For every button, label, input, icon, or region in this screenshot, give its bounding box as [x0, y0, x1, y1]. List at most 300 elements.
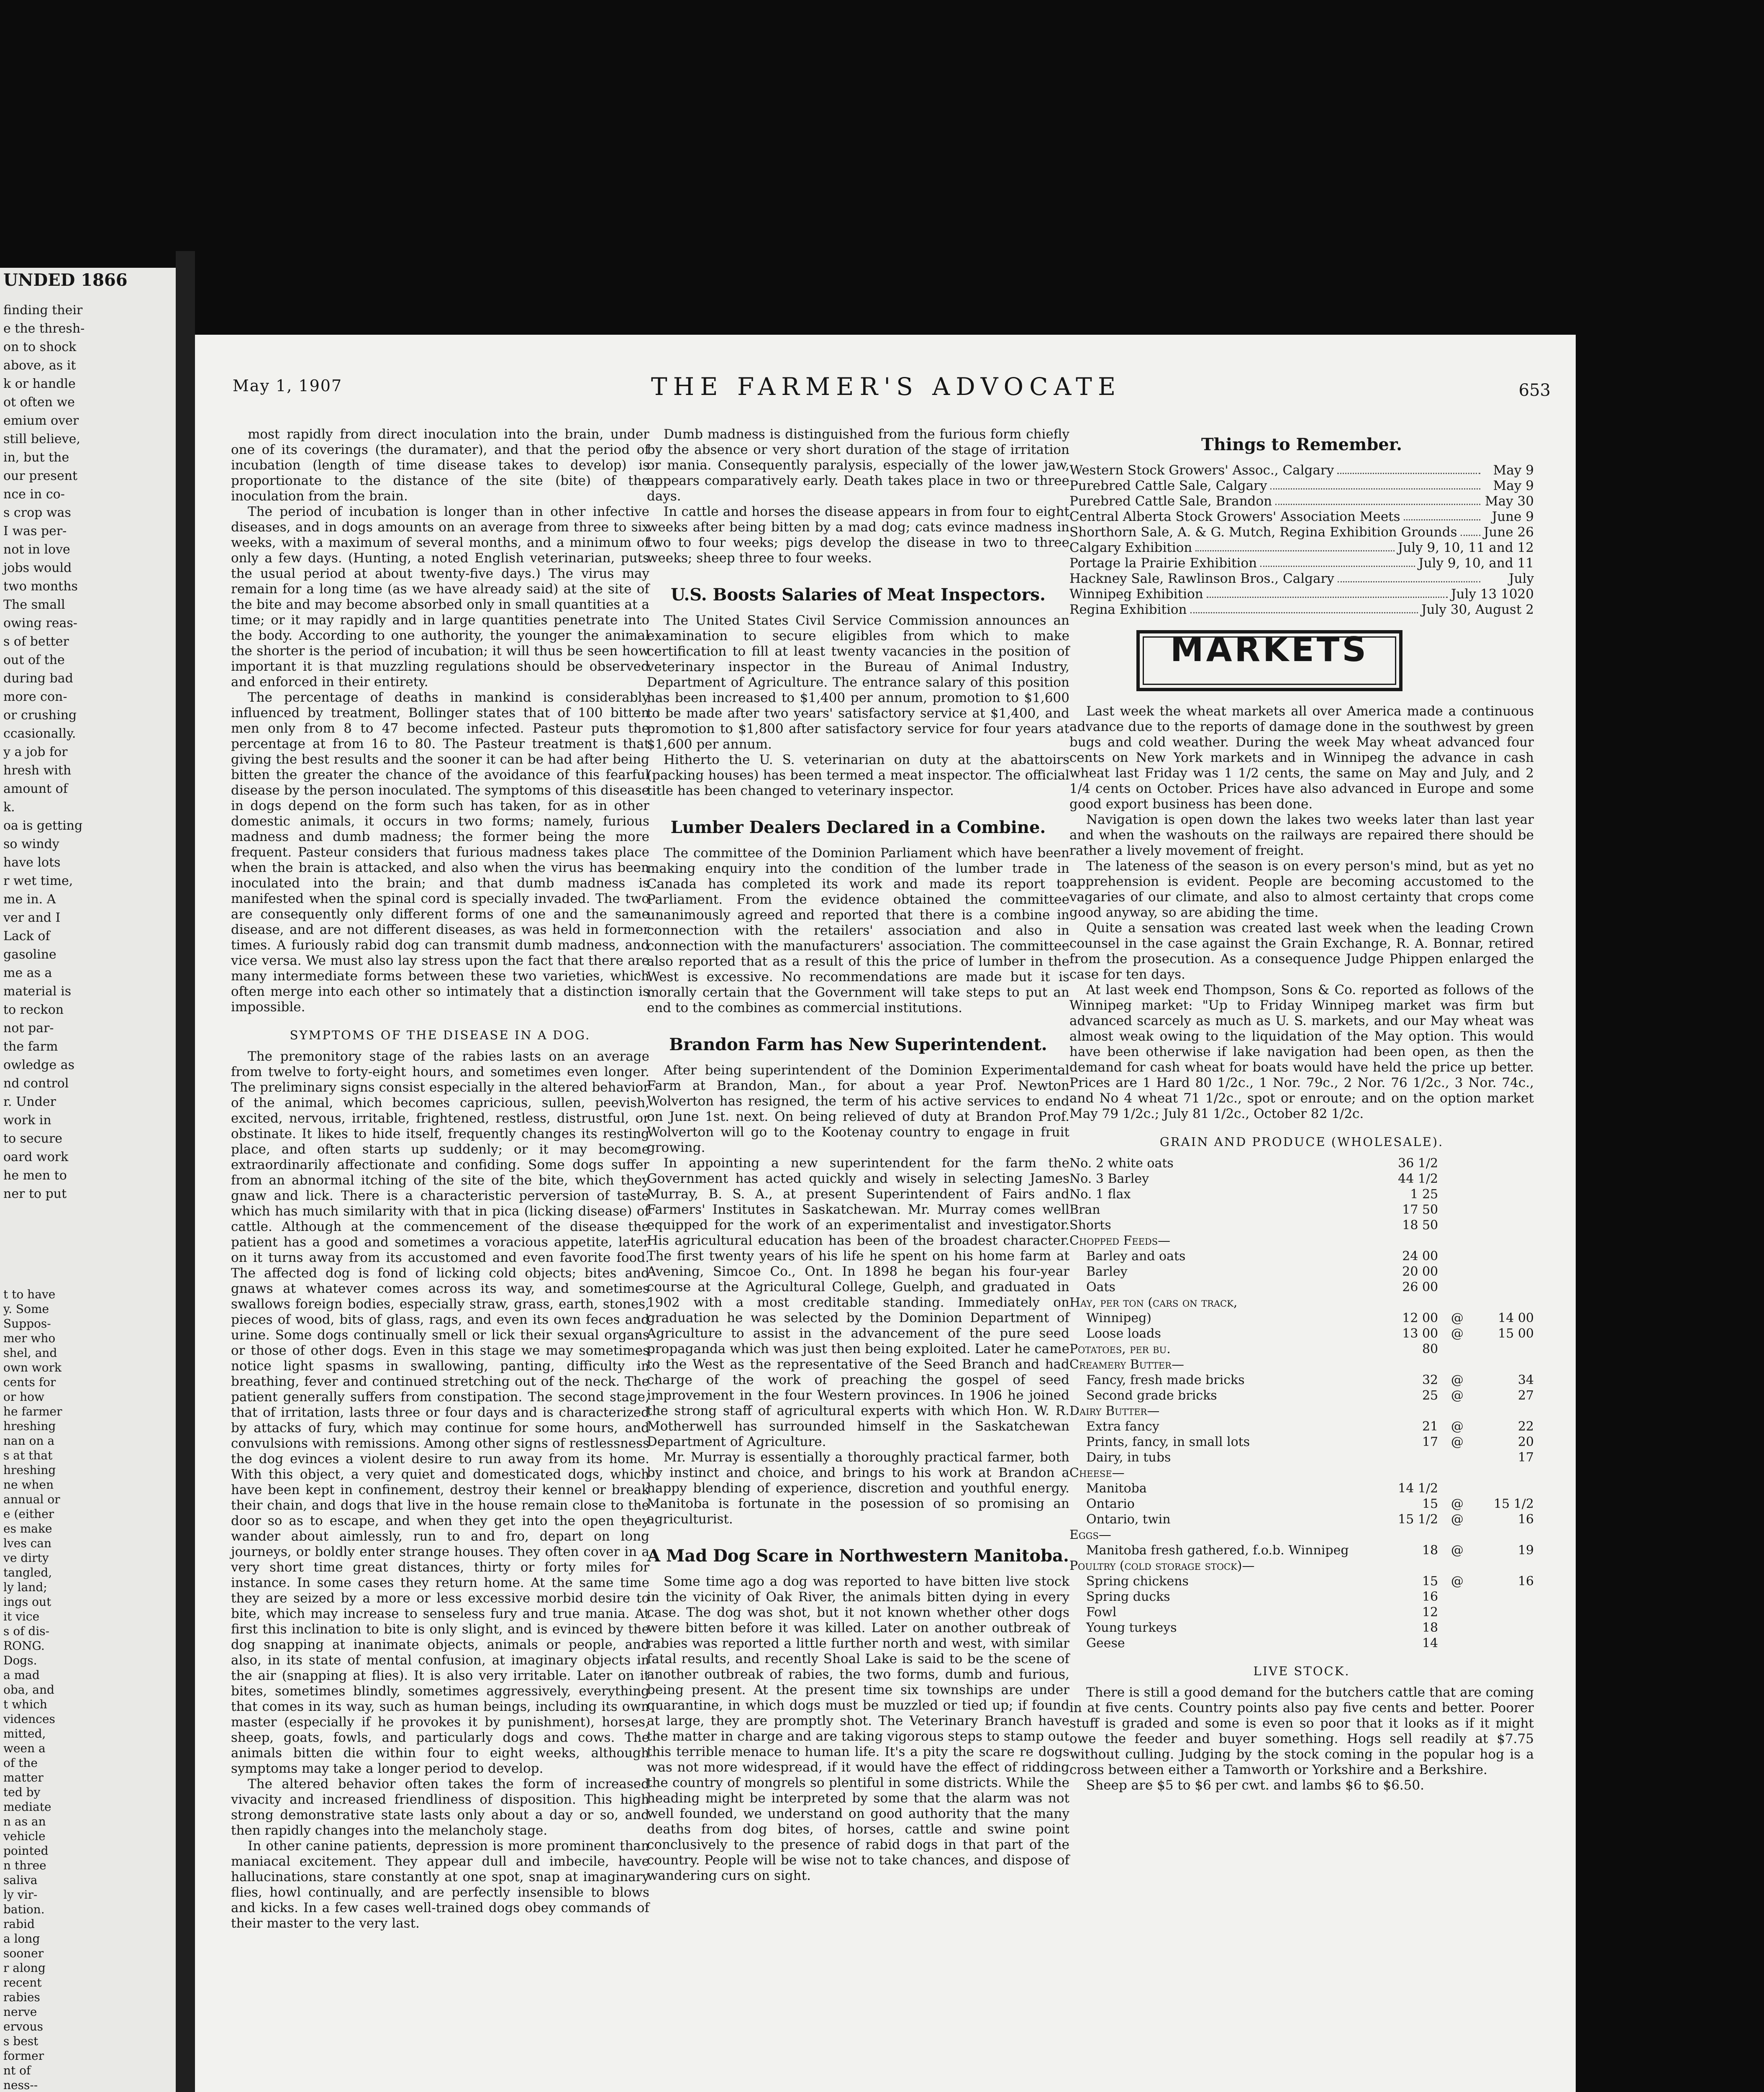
issue-date: May 1, 1907 [233, 377, 343, 395]
price-cell-lab: Dairy, in tubs [1086, 1450, 1171, 1465]
price-cell-p1: 20 00 [1402, 1264, 1438, 1279]
paragraph: Mr. Murray is essentially a thoroughly practical farmer, both by instinct and choice, and brings to his work at Brandon a happy blending of experience, discretion and youthful energy. Manitoba is fortunate in the posession of so promising an agriculturist. [647, 1450, 1069, 1527]
price-row [1069, 1357, 1534, 1372]
price-cell-lab: Prints, fancy, in small lots [1086, 1435, 1250, 1449]
price-cell-p1: 15 [1422, 1497, 1438, 1511]
price-cell-at [1438, 1202, 1477, 1218]
price-cell-at [1438, 1620, 1477, 1636]
left-page-line: hreshing [3, 1463, 56, 1477]
price-cell-at [1438, 1527, 1477, 1543]
event-date: July 13 1020 [1451, 587, 1534, 602]
price-row [1069, 1218, 1534, 1233]
left-page-line: sooner [3, 1946, 44, 1960]
left-page-line: ver and I [3, 910, 61, 925]
event-date: May 9 [1493, 463, 1534, 478]
price-cell-lab: Ontario, twin [1086, 1512, 1171, 1527]
price-row [1069, 1496, 1534, 1512]
left-page-line: he farmer [3, 1405, 62, 1418]
paragraph: There is still a good demand for the butchers cattle that are coming in at five cents. Country points also pay five cents and better. Poorer stuff is graded and some is even so poor that it looks as if it might owe the feeder and buyer something. Hogs sell readily at $7.75 without culling. Judging by the stock coming in the popular hog is a cross between either a Tamworth or Yorkshire and a Berkshire. [1069, 1685, 1534, 1777]
price-cell-at [1438, 1558, 1477, 1574]
event-date: June 26 [1483, 525, 1534, 540]
left-page-line: me in. A [3, 892, 56, 907]
left-page-line: ervous [3, 2020, 44, 2033]
price-cell-p2 [1477, 1341, 1534, 1357]
left-page-line: more con- [3, 690, 67, 704]
price-cell-p1 [1385, 1357, 1438, 1372]
price-cell-at: @ [1451, 1419, 1464, 1434]
left-page-line: a long [3, 1932, 40, 1946]
price-row [1069, 1558, 1534, 1574]
rabies-article-part1 [231, 427, 649, 1015]
price-table [1069, 1156, 1534, 1651]
left-page-line: n as an [3, 1815, 46, 1828]
price-cell-at [1438, 1605, 1477, 1620]
meat-inspectors-headline: U.S. Boosts Salaries of Meat Inspectors. [671, 585, 1046, 605]
dot-leader [1275, 494, 1480, 505]
left-page-line: tangled, [3, 1566, 52, 1579]
masthead-title: THE FARMER'S ADVOCATE [651, 372, 1122, 401]
left-page-line: owing reas- [3, 616, 77, 631]
event-date: July 30, August 2 [1421, 602, 1534, 617]
left-page-line: nce in co- [3, 487, 65, 502]
price-row [1069, 1295, 1534, 1310]
price-row [1069, 1419, 1534, 1434]
left-page-line: so windy [3, 837, 59, 851]
price-row [1069, 1264, 1534, 1279]
left-page-line: in, but the [3, 450, 69, 465]
event-row [1069, 556, 1534, 571]
left-page-line: vehicle [3, 1829, 46, 1843]
paragraph: The altered behavior often takes the form of increased vivacity and increased friendliness of disposition. This high strong demonstrative state lasts only about a day or so, and then rapidly changes into the melancholy stage. [231, 1777, 649, 1838]
left-page-line: former [3, 2049, 44, 2063]
dot-leader [1270, 478, 1480, 490]
left-page-line: mer who [3, 1331, 56, 1345]
left-page-line: oa is getting [3, 818, 83, 833]
price-cell-at [1438, 1450, 1477, 1465]
brandon-farm-headline: Brandon Farm has New Superintendent. [669, 1035, 1047, 1054]
price-cell-p2 [1477, 1156, 1534, 1171]
price-cell-p2 [1477, 1465, 1534, 1481]
left-page-line: oard work [3, 1150, 69, 1164]
price-cell-p2: 16 [1518, 1574, 1534, 1589]
price-row [1069, 1233, 1534, 1249]
price-row [1069, 1171, 1534, 1187]
left-page-line: ted by [3, 1785, 41, 1799]
event-name: Purebred Cattle Sale, Brandon [1069, 494, 1272, 509]
price-row [1069, 1589, 1534, 1605]
price-cell-p2 [1477, 1249, 1534, 1264]
left-page-line: k. [3, 800, 15, 815]
price-cell-p1: 16 [1422, 1590, 1438, 1604]
left-page-line: rabies [3, 1990, 40, 2004]
left-page-line: vidences [3, 1712, 55, 1726]
price-cell-p1: 26 00 [1402, 1280, 1438, 1295]
paragraph: Dumb madness is distinguished from the furious form chiefly by the absence or very short duration of the stage of irritation or mania. Consequently paralysis, especially of the lower jaw, appears comparatively early. Death takes place in two or three days. [647, 427, 1069, 504]
paragraph: The premonitory stage of the rabies lasts on an average from twelve to forty-eight hours, and sometimes even longer. The preliminary signs consist especially in the altered behavior of the animal, which becomes capricious, sullen, peevish, excited, nervous, irritable, frightened, restless, distrustful, or obstinate. It likes to hide itself, frequently changes its resting place, and often starts up suddenly; or it may become extraordinarily affectionate and confiding. Some dogs suffer from an abnormal itching of the site of the bite, which they gnaw and lick. There is a characteristic perversion of taste which has much similarity with that in pica (licking disease) of cattle. Although at the commencement of the disease the patient has a good and sometimes a voracious appetite, later on it turns away from its accustomed and even favorite food. The affected dog is fond of licking cold objects; bites and gnaws at whatever comes across its way, and sometimes swallows foreign bodies, especially straw, grass, earth, stones, pieces of wood, bits of glass, rags, and even its own feces and urine. Some dogs continually smell or lick their sexual organs or those of other dogs. Even in this stage we may sometimes notice light spasms in swallowing, panting, difficulty in breathing, fever and continued stretching out of the neck. The patient generally suffers from constipation. The second stage, that of irritation, lasts three or four days and is characterized by attacks of fury, which may continue for some hours, and convulsions with remissions. Among other signs of restlessness the dog evinces a violent desire to run away from its home. With this object, a very quiet and domesticated dogs, which have been kept in confinement, destroy their kennel or break their chain, and dogs that live in the house remain close to the door so as to escape, and when they get into the open they wander about aimlessly, run to and fro, depart on long journeys, or boldly enter strange houses. They often cover in a very short time great distances, thirty or forty miles for instance. In some cases they return home. At the same time they are seized by a more or less excessive morbid desire to bite, which may increase to senseless fury and true mania. At first this inclination to bite is only slight, and is evinced by the dog snapping at inanimate objects, animals or people, and also, in its state of mental confusion, at imaginary objects in the air (snapping at flies). It is also very irritable. Later on it bites, sometimes blindly, sometimes aggressively, everything that comes in its way, such as human beings, including its own master (especially if he provokes it by punishment), horses, sheep, goats, fowls, and particularly dogs and cows. The animals bitten die within four to eight weeks, although symptoms may take a longer period to develop. [231, 1049, 649, 1776]
price-cell-lab: Winnipeg) [1086, 1311, 1152, 1325]
price-row [1069, 1202, 1534, 1218]
left-page-line: r wet time, [3, 874, 73, 888]
left-page-line: or how [3, 1390, 44, 1404]
markets-title: MARKETS [1170, 630, 1369, 669]
price-cell-p1: 1 25 [1410, 1187, 1438, 1202]
price-cell-lab: Dairy Butter— [1069, 1404, 1160, 1418]
paragraph: After being superintendent of the Dominion Experimental Farm at Brandon, Man., for about a year Prof. Newton Wolverton has resigned, the term of his active services to end on June 1st. next. On being relieved of duty at Brandon Prof. Wolverton will go to the Kootenay country to engage in fruit growing. [647, 1063, 1069, 1155]
paragraph: Sheep are $5 to $6 per cwt. and lambs $6 to $6.50. [1086, 1778, 1425, 1793]
event-row [1069, 494, 1534, 509]
price-cell-p1 [1385, 1527, 1438, 1543]
left-page-line: s at that [3, 1449, 53, 1462]
price-row [1069, 1481, 1534, 1496]
price-cell-p2 [1477, 1264, 1534, 1279]
left-page-line: on to shock [3, 340, 77, 354]
left-page-line: annual or [3, 1492, 60, 1506]
column-3 [1069, 427, 1534, 1793]
price-row [1069, 1326, 1534, 1341]
price-cell-at [1438, 1279, 1477, 1295]
price-row [1069, 1279, 1534, 1295]
left-page-line: material is [3, 984, 72, 999]
price-row [1069, 1512, 1534, 1527]
price-cell-p2 [1477, 1202, 1534, 1218]
column-1 [231, 427, 649, 1931]
left-page-line: lves can [3, 1536, 52, 1550]
price-cell-p2: 19 [1518, 1543, 1534, 1558]
left-page-line: still believe, [3, 432, 80, 446]
left-page-line: matter [3, 1771, 44, 1784]
event-name: Winnipeg Exhibition [1069, 587, 1203, 602]
price-cell-lab: Manitoba [1086, 1481, 1147, 1496]
price-cell-lab: No. 2 white oats [1069, 1156, 1174, 1171]
price-row [1069, 1620, 1534, 1636]
price-cell-p1: 80 [1422, 1342, 1438, 1356]
left-page-line: e (either [3, 1507, 54, 1521]
event-row [1069, 463, 1534, 478]
rabies-article-part2 [231, 1049, 649, 1931]
left-page-line: bation. [3, 1902, 45, 1916]
price-row [1069, 1465, 1534, 1481]
price-cell-lab: Shorts [1069, 1218, 1111, 1233]
event-date: May 30 [1485, 494, 1534, 509]
price-cell-lab: Poultry (cold storage stock)— [1069, 1559, 1255, 1573]
price-cell-p1: 15 [1422, 1574, 1438, 1589]
price-row [1069, 1249, 1534, 1264]
price-cell-at: @ [1451, 1497, 1464, 1511]
left-page-line: r. Under [3, 1095, 56, 1109]
left-page-line: have lots [3, 855, 61, 870]
price-row [1069, 1388, 1534, 1403]
brandon-farm-text [647, 1063, 1069, 1527]
left-page-line: finding their [3, 303, 83, 318]
price-cell-at [1438, 1403, 1477, 1419]
left-page-line: gasoline [3, 947, 56, 962]
left-page-line: t which [3, 1697, 47, 1711]
left-page-line: recent [3, 1976, 42, 1989]
markets-report [1069, 704, 1534, 1122]
price-cell-p2 [1477, 1357, 1534, 1372]
paragraph: The lateness of the season is on every person's mind, but as yet no apprehension is evident. People are becoming accustomed to the vagaries of our climate, and also to almost certainty that crops come good anyway, so are abiding the time. [1069, 859, 1534, 920]
left-page-line: rabid [3, 1917, 35, 1931]
price-cell-p2: 15 00 [1498, 1326, 1534, 1341]
left-page-line: nan on a [3, 1434, 55, 1448]
left-page-line: ween a [3, 1741, 46, 1755]
price-row [1069, 1434, 1534, 1450]
price-cell-p1: 12 00 [1402, 1311, 1438, 1325]
price-cell-p1: 15 1/2 [1398, 1512, 1438, 1527]
paragraph: The period of incubation is longer than in other infective diseases, and in dogs amounts on an average from three to six weeks, with a maximum of several months, and a minimum of only a few days. (Hunting, a noted English veterinarian, puts the usual period at about twenty-five days.) The virus may remain for a long time (as we have already said) at the site of the bite and may become absorbed only in small quantities at a time; or it may rapidly and in large quantities penetrate into the body. According to one authority, the younger the animal the shorter is the period of incubation; it will thus be seen how important it is that muzzling regulations should be observed and enforced in their entirety. [231, 504, 649, 690]
price-cell-p2 [1477, 1636, 1534, 1651]
dot-leader [1195, 540, 1394, 551]
left-page-line: n three [3, 1859, 46, 1872]
grain-title: GRAIN AND PRODUCE (WHOLESALE). [1159, 1135, 1444, 1149]
left-page-line: ne when [3, 1478, 54, 1492]
left-page-line: during bad [3, 671, 73, 686]
dot-leader [1260, 556, 1415, 567]
left-page-line: I was per- [3, 524, 67, 538]
left-page-line: ings out [3, 1595, 51, 1609]
left-page-line: shel, and [3, 1346, 57, 1360]
price-cell-at: @ [1451, 1311, 1464, 1325]
dot-leader [1404, 509, 1480, 520]
left-page-line: he men to [3, 1168, 67, 1183]
left-page-line: pointed [3, 1844, 49, 1858]
price-cell-p1: 18 [1422, 1543, 1438, 1558]
paragraph: In appointing a new superintendent for the farm the Government has acted quickly and wisely in selecting James Murray, B. S. A., at present Superintendent of Fairs and Farmers' Institutes in Saskatchewan. Mr. Murray comes well equipped for the work of an experimentalist and investigator. His agricultural education has been of the broadest character. The first twenty years of his life he spent on his home farm at Avening, Simcoe Co., Ont. In 1898 he began his four-year course at the Agricultural College, Guelph, and graduated in 1902 with a most creditable standing. Immediately on graduation he was selected by the Dominion Department of Agriculture to assist in the advancement of the pure seed propaganda which was just then being exploited. Later he came to the West as the representative of the Seed Branch and had charge of the work of preaching the gospel of seed improvement in the four Western provinces. In 1906 he joined the strong staff of agricultural experts with which Hon. W. R. Motherwell has surrounded himself in the Saskatchewan Department of Agriculture. [647, 1156, 1069, 1449]
price-cell-p1: 32 [1422, 1373, 1438, 1387]
price-cell-p2 [1477, 1295, 1534, 1310]
left-page-line: owledge as [3, 1058, 75, 1072]
price-cell-p1 [1385, 1465, 1438, 1481]
left-page-line: saliva [3, 1873, 38, 1887]
price-cell-p2: 15 1/2 [1494, 1497, 1534, 1511]
price-cell-at [1438, 1465, 1477, 1481]
price-cell-p2 [1477, 1558, 1534, 1574]
event-date: July [1509, 571, 1534, 586]
left-page-line: s of better [3, 634, 69, 649]
price-cell-p1: 24 00 [1402, 1249, 1438, 1264]
event-row [1069, 525, 1534, 540]
price-cell-p2 [1477, 1589, 1534, 1605]
price-row [1069, 1574, 1534, 1589]
dot-leader [1461, 525, 1480, 536]
event-name: Portage la Prairie Exhibition [1069, 556, 1257, 571]
left-page-text-bottom [3, 1287, 62, 2092]
price-cell-p1: 12 [1422, 1605, 1438, 1620]
price-row [1069, 1543, 1534, 1558]
price-cell-p2 [1477, 1218, 1534, 1233]
price-cell-p1: 18 50 [1402, 1218, 1438, 1233]
price-cell-p1: 13 00 [1402, 1326, 1438, 1341]
left-page-line: t to have [3, 1287, 56, 1301]
left-page-line: es make [3, 1522, 52, 1536]
event-name: Hackney Sale, Rawlinson Bros., Calgary [1069, 571, 1334, 586]
price-cell-p2: 22 [1518, 1419, 1534, 1434]
things-title: Things to Remember. [1201, 435, 1402, 454]
price-cell-p1: 17 50 [1402, 1202, 1438, 1217]
price-cell-lab: Oats [1086, 1280, 1115, 1295]
left-page-line: hreshing [3, 1419, 56, 1433]
price-cell-lab: Ontario [1086, 1497, 1135, 1511]
live-stock-text [1069, 1685, 1534, 1793]
left-page-line: work in [3, 1113, 51, 1128]
price-cell-at [1438, 1341, 1477, 1357]
event-name: Regina Exhibition [1069, 602, 1187, 617]
event-name: Western Stock Growers' Assoc., Calgary [1069, 463, 1334, 478]
left-page-header: UNDED 1866 [3, 270, 128, 290]
event-row [1069, 540, 1534, 556]
left-page-line: Dogs. [3, 1654, 37, 1667]
price-cell-p1 [1385, 1295, 1438, 1310]
price-cell-p1: 17 [1422, 1435, 1438, 1449]
paragraph: Some time ago a dog was reported to have bitten live stock in the vicinity of Oak River, the animals bitten dying in every case. The dog was shot, but it not known whether other dogs were bitten before it was killed. Later on another outbreak of rabies was reported a little further north and west, with similar fatal results, and recently Shoal Lake is said to be the scene of another outbreak of rabies, the two forms, dumb and furious, being present. At the present time six townships are under quarantine, in which dogs must be muzzled or tied up; if found at large, they are promptly shot. The Veterinary Branch have the matter in charge and are taking vigorous steps to stamp out this terrible menace to human life. It's a pity the scare re dogs was not more widespread, if it would have the effect of ridding the country of mongrels so plentiful in some districts. While the heading might be interpreted by some that the alarm was not well founded, we understand on good authority that the many deaths from dog bites, of horses, cattle and swine point conclusively to the presence of rabid dogs in that part of the country. People will be wise not to take chances, and dispose of wandering curs on sight. [647, 1574, 1069, 1883]
price-cell-at [1438, 1264, 1477, 1279]
event-name: Shorthorn Sale, A. & G. Mutch, Regina Exhibition Grounds [1069, 525, 1457, 540]
price-cell-p2 [1477, 1403, 1534, 1419]
left-page-line: mediate [3, 1800, 51, 1814]
price-cell-at [1438, 1171, 1477, 1187]
price-cell-at [1438, 1357, 1477, 1372]
price-cell-at [1438, 1156, 1477, 1171]
price-cell-lab: Barley [1086, 1264, 1128, 1279]
price-row [1069, 1403, 1534, 1419]
left-page-line: ccasionally. [3, 726, 76, 741]
price-cell-p2: 27 [1518, 1388, 1534, 1403]
mad-dog-text [647, 1574, 1069, 1884]
price-cell-lab: Cheese— [1069, 1466, 1125, 1480]
price-cell-lab: Geese [1086, 1636, 1125, 1651]
price-cell-at [1438, 1233, 1477, 1249]
paragraph: most rapidly from direct inoculation into the brain, under one of its coverings (the duramater), and that the period of incubation (length of time disease takes to develop) is proportionate to the distance of the site (bite) of the inoculation from the brain. [231, 427, 649, 504]
left-page-line: nd control [3, 1076, 69, 1091]
price-cell-lab: Fancy, fresh made bricks [1086, 1373, 1245, 1387]
left-page-line: k or handle [3, 377, 76, 391]
price-cell-p1 [1385, 1233, 1438, 1249]
left-page-line: ly land; [3, 1580, 47, 1594]
newspaper-page [195, 335, 1576, 2092]
left-page-line: two months [3, 579, 78, 594]
left-page-line: ness-- [3, 2078, 38, 2092]
left-page-line: RONG. [3, 1639, 45, 1653]
left-page-line: y. Some [3, 1302, 49, 1316]
left-page-line: of the [3, 1756, 38, 1770]
dot-leader [1190, 602, 1418, 613]
lumber-combine-text [647, 846, 1069, 1016]
price-cell-p1: 25 [1422, 1388, 1438, 1403]
dot-leader [1338, 571, 1480, 582]
price-cell-lab: Eggs— [1069, 1528, 1111, 1542]
left-page-line: amount of [3, 782, 68, 796]
event-date: June 9 [1492, 509, 1534, 524]
price-cell-lab: Chopped Feeds— [1069, 1233, 1171, 1248]
price-cell-lab: No. 3 Barley [1069, 1172, 1149, 1186]
event-row [1069, 509, 1534, 525]
price-cell-at [1438, 1249, 1477, 1264]
page-header [233, 372, 1551, 410]
left-page-line: above, as it [3, 358, 76, 373]
left-page-line: a mad [3, 1668, 40, 1682]
left-page-line: not par- [3, 1021, 54, 1036]
price-cell-p2: 20 [1518, 1435, 1534, 1449]
left-page-line: or crushing [3, 708, 77, 723]
price-row [1069, 1527, 1534, 1543]
event-date: July 9, 10, 11 and 12 [1397, 540, 1534, 555]
event-row [1069, 587, 1534, 602]
price-cell-p1: 14 [1422, 1636, 1438, 1651]
price-row [1069, 1310, 1534, 1326]
price-cell-at: @ [1451, 1435, 1464, 1449]
left-page-line: cents for [3, 1375, 56, 1389]
price-cell-at: @ [1451, 1326, 1464, 1341]
price-cell-lab: No. 1 flax [1069, 1187, 1131, 1202]
price-cell-at: @ [1451, 1543, 1464, 1558]
price-cell-at [1438, 1295, 1477, 1310]
price-cell-at [1438, 1218, 1477, 1233]
price-cell-at: @ [1451, 1512, 1464, 1527]
left-page-line: The small [3, 597, 65, 612]
price-cell-p2 [1477, 1527, 1534, 1543]
price-cell-p1: 21 [1422, 1419, 1438, 1434]
price-cell-lab: Manitoba fresh gathered, f.o.b. Winnipeg [1086, 1543, 1349, 1558]
paragraph: The United States Civil Service Commission announces an examination to secure eligibles from which to make certification to fill at least twenty vacancies in the position of veterinary inspector in the Bureau of Animal Industry, Department of Agriculture. The entrance salary of this position has been increased to $1,400 per annum, promotion to $1,600 to be made after two years' satisfactory service at $1,400, and promotion to $1,800 after satisfactory service for four years at $1,600 per annum. [647, 613, 1069, 752]
dot-leader [1337, 463, 1480, 474]
left-page-fragment [0, 268, 176, 2092]
price-cell-lab: Hay, per ton (cars on track, [1069, 1295, 1238, 1310]
event-name: Calgary Exhibition [1069, 540, 1192, 555]
price-cell-at [1438, 1187, 1477, 1202]
event-date: May 9 [1493, 478, 1534, 493]
left-page-line: s crop was [3, 505, 71, 520]
price-cell-at: @ [1451, 1574, 1464, 1589]
left-page-line: to secure [3, 1131, 63, 1146]
paragraph: Quite a sensation was created last week when the leading Crown counsel in the case against the Grain Exchange, R. A. Bonnar, retired from the prosecution. As a consequence Judge Phippen enlarged the case for ten days. [1069, 920, 1534, 982]
price-cell-lab: Potatoes, per bu. [1069, 1342, 1171, 1356]
column-2 [647, 427, 1069, 1884]
page-number: 653 [1518, 381, 1551, 400]
price-cell-p1 [1385, 1558, 1438, 1574]
price-cell-lab: Barley and oats [1086, 1249, 1186, 1264]
price-cell-p2: 16 [1518, 1512, 1534, 1527]
price-cell-p2 [1477, 1605, 1534, 1620]
event-name: Central Alberta Stock Growers' Association Meets [1069, 509, 1400, 524]
left-page-line: emium over [3, 413, 79, 428]
price-cell-p1 [1385, 1403, 1438, 1419]
event-row [1069, 602, 1534, 618]
price-cell-lab: Extra fancy [1086, 1419, 1159, 1434]
left-page-line: ly vir- [3, 1888, 38, 1902]
left-page-line: s of dis- [3, 1624, 50, 1638]
events-list [1069, 463, 1534, 618]
price-cell-p2 [1477, 1481, 1534, 1496]
left-page-line: mitted, [3, 1727, 46, 1741]
live-stock-title: LIVE STOCK. [1253, 1664, 1350, 1678]
left-page-line: oba, and [3, 1683, 54, 1697]
price-cell-p2: 14 00 [1498, 1311, 1534, 1325]
price-cell-lab: Bran [1069, 1202, 1100, 1217]
price-row [1069, 1450, 1534, 1465]
price-row [1069, 1187, 1534, 1202]
left-page-line: e the thresh- [3, 321, 85, 336]
price-row [1069, 1605, 1534, 1620]
left-page-line: own work [3, 1361, 62, 1374]
dumb-madness-text [647, 427, 1069, 566]
price-cell-p2 [1477, 1279, 1534, 1295]
left-page-line: jobs would [3, 561, 72, 575]
left-page-line: y a job for [3, 745, 68, 759]
left-page-line: r along [3, 1961, 46, 1975]
left-page-line: nerve [3, 2005, 37, 2019]
price-cell-p2 [1477, 1171, 1534, 1187]
left-page-line: our present [3, 469, 78, 483]
